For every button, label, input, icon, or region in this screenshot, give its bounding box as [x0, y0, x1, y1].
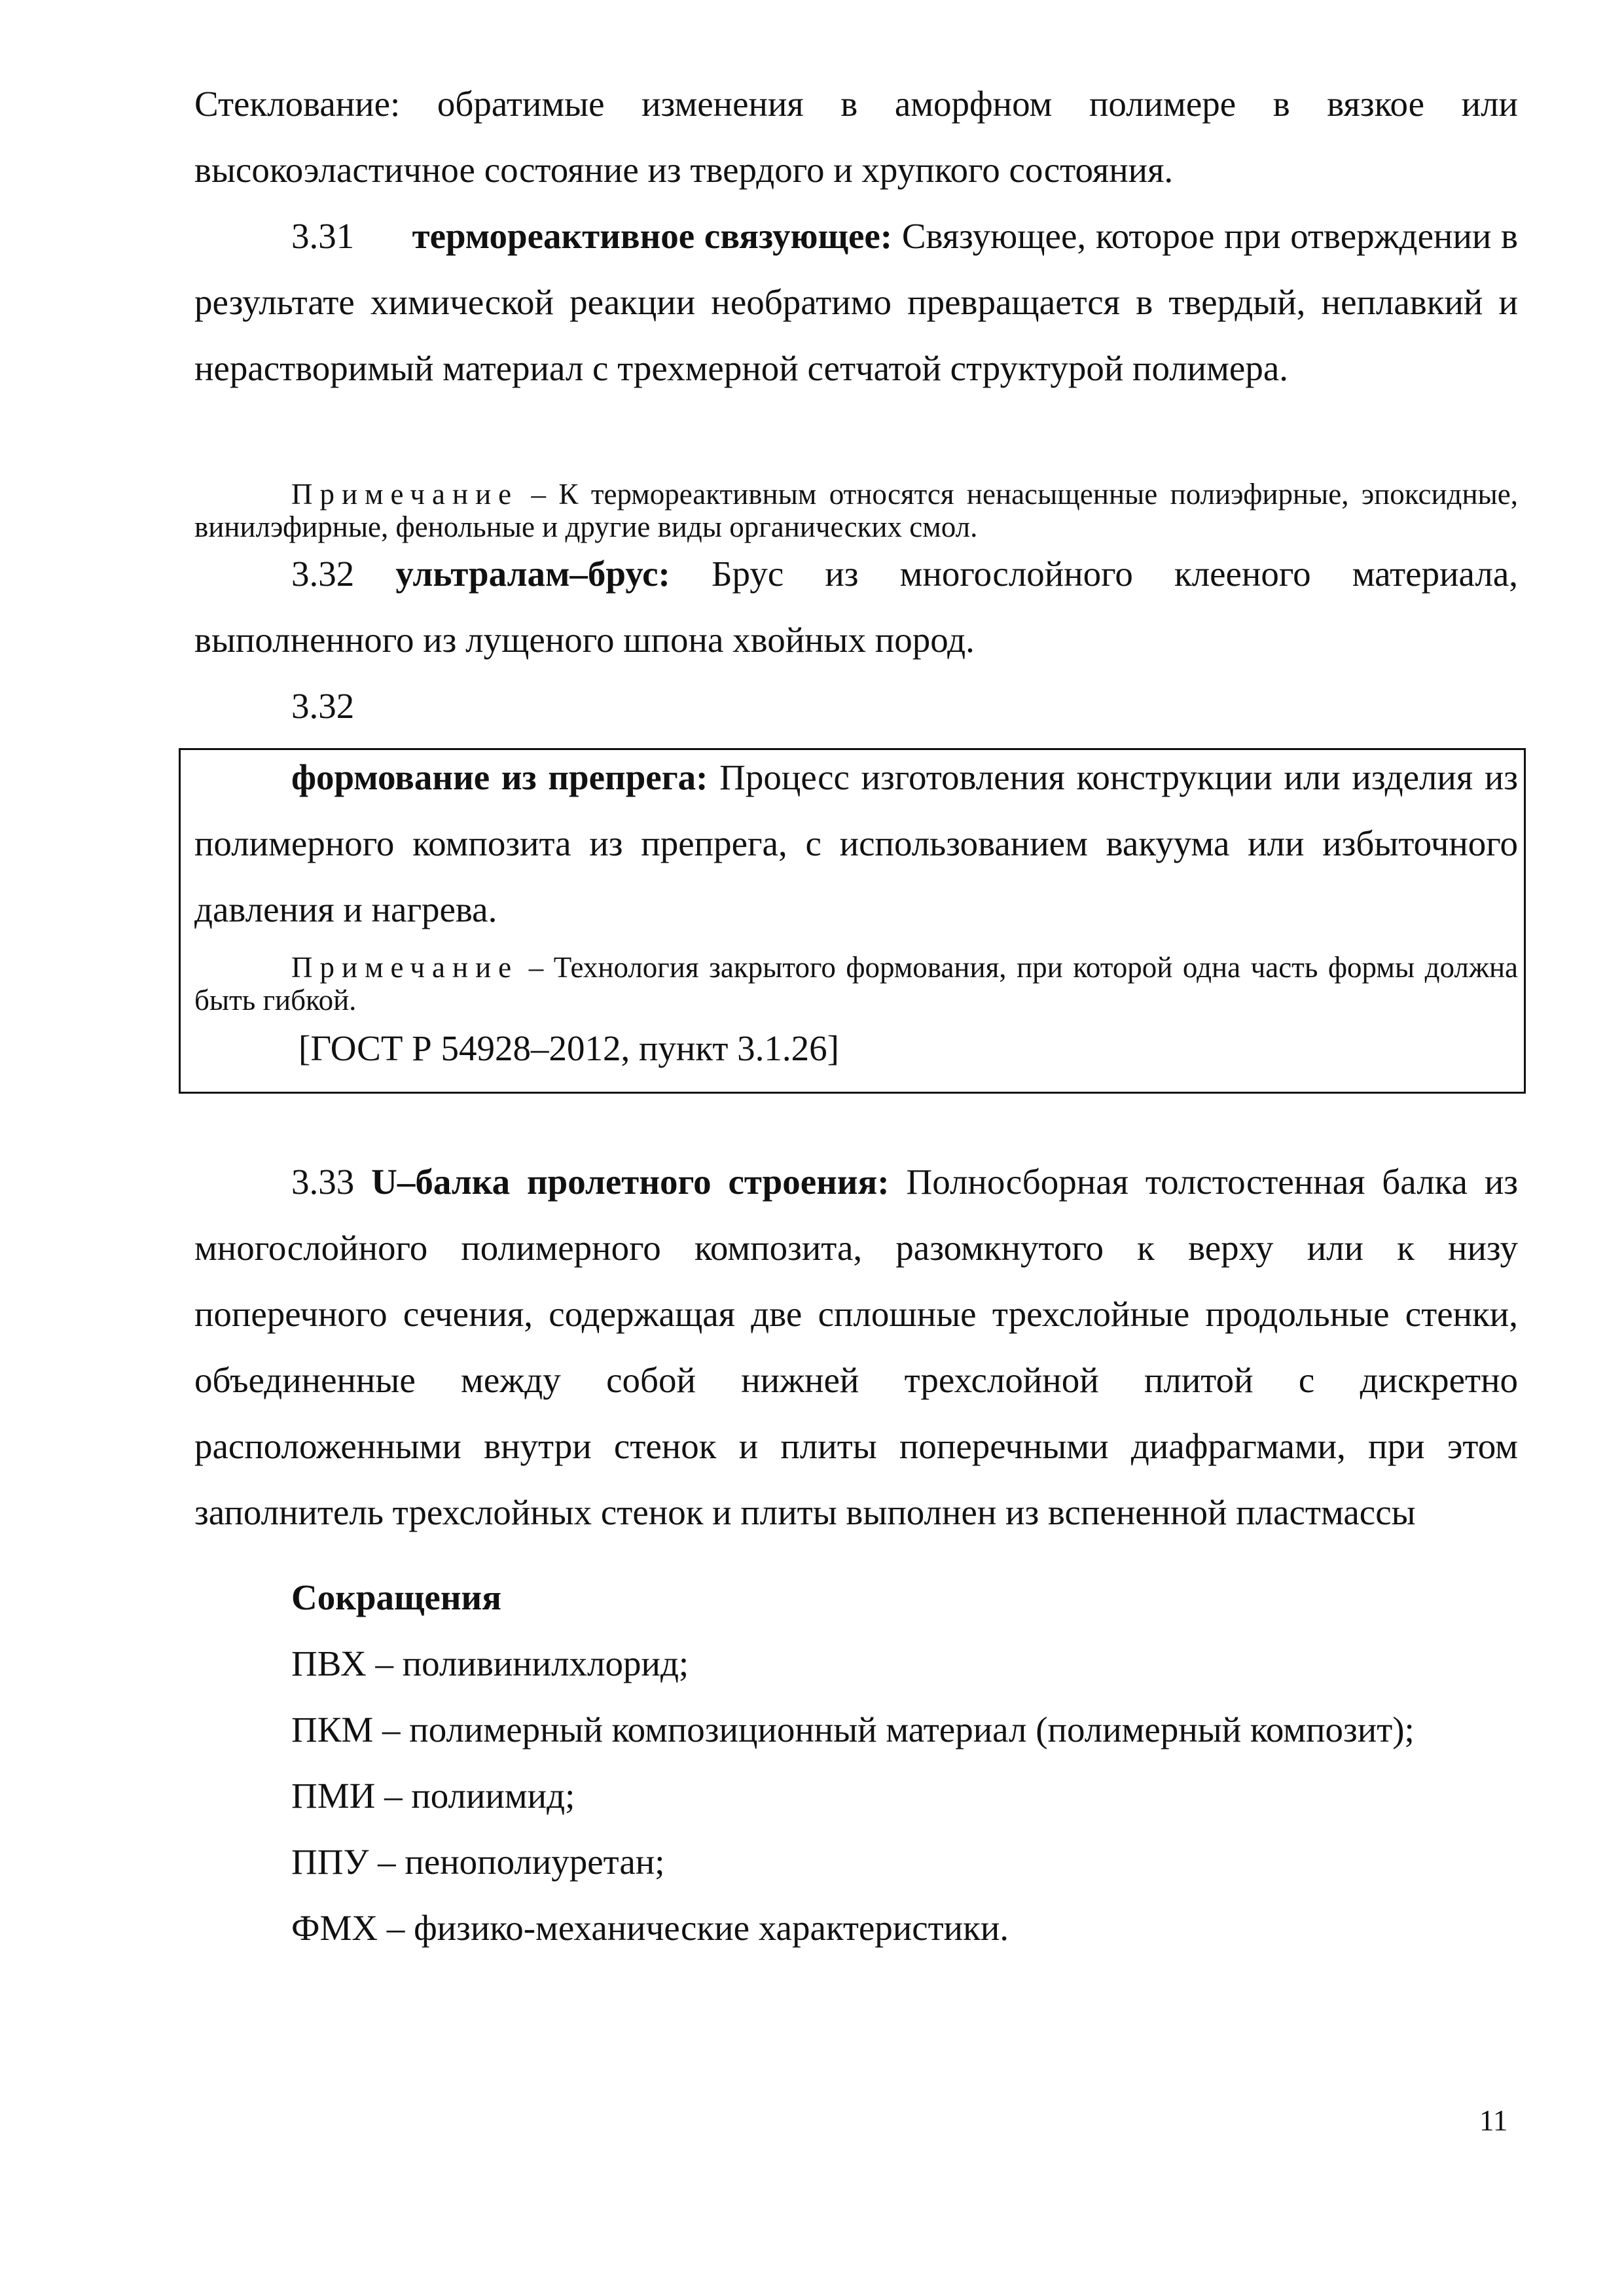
abbreviation-item: ПВХ – поливинилхлорид; [291, 1643, 689, 1683]
defined-term: U–балка пролетного строения: [371, 1162, 890, 1202]
note-label: Примечание [291, 951, 519, 984]
note-text: – Технология закрытого формования, при которой одна часть формы должна быть гибкой. [194, 951, 1518, 1016]
abbreviation-item: ПМИ – полиимид; [291, 1776, 575, 1816]
abbreviations-heading: Сокращения [291, 1577, 501, 1617]
note-3-31 [194, 478, 1518, 543]
definition-3-32-ultralam [194, 541, 1518, 673]
definition-text: Связующее, которое при отверждении в результате химической реакции необратимо превращается в твердый, неплавкий и нерастворимый материал с трехмерной сетчатой структурой полимера. [194, 216, 1518, 388]
paragraph-glass-transition [194, 71, 1518, 203]
defined-term: ультралам–брус: [395, 554, 670, 594]
page-number: 11 [1479, 2104, 1508, 2137]
abbreviation-item: ППУ – пенополиуретан; [291, 1842, 665, 1882]
paragraph-text: Стеклование: обратимые изменения в аморфном полимере в вязкое или высокоэластичное состояние из твердого и хрупкого состояния. [194, 84, 1518, 190]
note-label: Примечание [291, 478, 519, 511]
definition-text: Брус из многослойного клееного материала, выполненного из лущеного шпона хвойных пород. [194, 554, 1519, 660]
definition-prepreg-molding [194, 744, 1518, 942]
abbreviation-item: ФМХ – физико-механические характеристики. [291, 1908, 1009, 1948]
definition-text: Процесс изготовления конструкции или изделия из полимерного композита из препрега, с использованием вакуума или избыточного давления и нагрева. [194, 757, 1518, 929]
defined-term: формование из препрега: [291, 757, 708, 797]
note-text: – К термореактивным относятся ненасыщенные полиэфирные, эпоксидные, винилэфирные, фенольные и другие виды органических смол. [194, 478, 1518, 543]
clause-3-32-number [194, 673, 1518, 739]
clause-number: 3.31 [291, 216, 355, 256]
clause-number: 3.32 [291, 686, 355, 726]
standard-reference: [ГОСТ Р 54928–2012, пункт 3.1.26] [298, 1028, 839, 1068]
clause-number: 3.33 [291, 1162, 355, 1202]
definition-3-31 [194, 203, 1518, 401]
clause-number: 3.32 [291, 554, 355, 594]
definition-3-33 [194, 1149, 1518, 1545]
defined-term: термореактивное связующее: [412, 216, 893, 256]
note-prepreg-molding [194, 951, 1518, 1016]
definition-text: Полносборная толстостенная балка из многослойного полимерного композита, разомкнутого к верху или к низу поперечного сечения, содержащая две сплошные трехслойные продольные стенки, объединенные между собой нижней трехслойной плитой с дискретно расположенными внутри стенок и плиты поперечными диафрагмами, при этом заполнитель трехслойных стенок и плиты выполнен из вспененной пластмассы [194, 1162, 1518, 1532]
abbreviation-item: ПКМ – полимерный композиционный материал (полимерный композит); [291, 1710, 1415, 1749]
